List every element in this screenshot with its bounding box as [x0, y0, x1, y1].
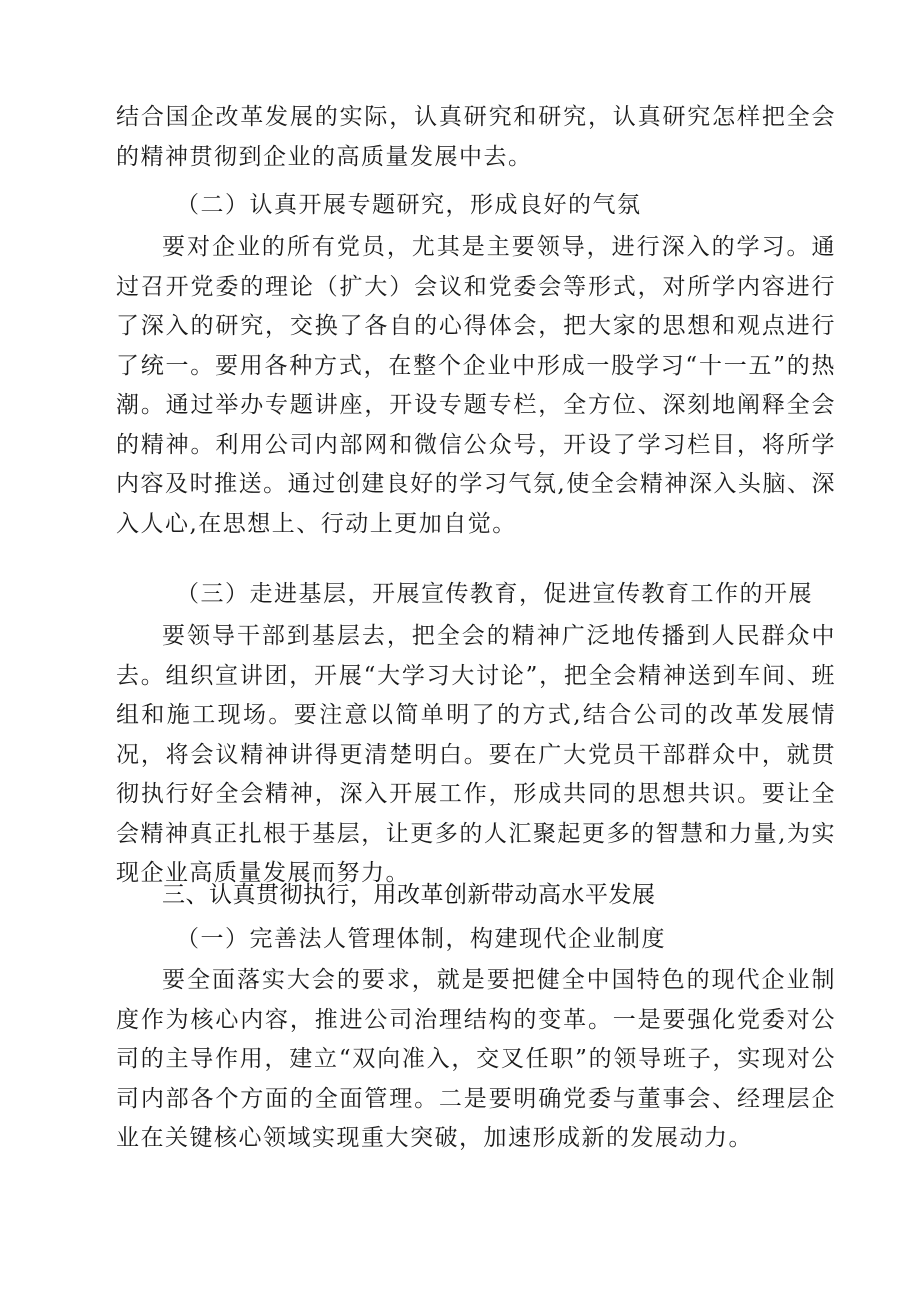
section-3-subsection-1-body: 要全面落实大会的要求，就是要把健全中国特色的现代企业制度作为核心内容，推进公司治理结构的变革。一是要强化党委对公司的主导作用，建立“双向准入，交叉任职”的领导班子，实现对公司内部各个方面的全面管理。二是要明确党委与董事会、经理层企业在关键核心领域实现重大突破，加速形成新的发展动力。 [116, 967, 836, 1151]
continuation-paragraph: 结合国企改革发展的实际，认真研究和研究，认真研究怎样把全会的精神贯彻到企业的高质量发展中去。 [116, 104, 836, 170]
subsection-3-heading: （三）走进基层，开展宣传教育，促进宣传教育工作的开展 [176, 581, 813, 607]
section-3-subsection-1-heading: （一）完善法人管理体制，构建现代企业制度 [176, 926, 666, 952]
continuation-paragraph-block [116, 98, 836, 177]
subsection-3-body: 要领导干部到基层去，把全会的精神广泛地传播到人民群众中去。组织宣讲团，开展“大学习大讨论”，把全会精神送到车间、班组和施工现场。要注意以简单明了的方式,结合公司的改革发展情况，将会议精神讲得更清楚明白。要在广大党员干部群众中，就贯彻执行好全会精神，深入开展工作，形成共同的思想共识。要让全会精神真正扎根于基层，让更多的人汇聚起更多的智慧和力量,为实现企业高质量发展而努力。 [116, 623, 836, 886]
section-3-heading: 三、认真贯彻执行，用改革创新带动高水平发展 [162, 882, 656, 908]
subsection-2-body-block [116, 228, 836, 544]
section-3-subsection-1-body-block [116, 961, 836, 1159]
subsection-2-body: 要对企业的所有党员，尤其是主要领导，进行深入的学习。通过召开党委的理论（扩大）会议和党委会等形式，对所学内容进行了深入的研究，交换了各自的心得体会，把大家的思想和观点进行了统一。要用各种方式，在整个企业中形成一股学习“十一五”的热潮。通过举办专题讲座，开设专题专栏，全方位、深刻地阐释全会的精神。利用公司内部网和微信公众号，开设了学习栏目，将所学内容及时推送。通过创建良好的学习气氛,使全会精神深入头脑、深入人心,在思想上、行动上更加自觉。 [116, 234, 836, 537]
subsection-3-body-block [116, 617, 836, 894]
subsection-2-heading: （二）认真开展专题研究，形成良好的气氛 [176, 192, 642, 218]
